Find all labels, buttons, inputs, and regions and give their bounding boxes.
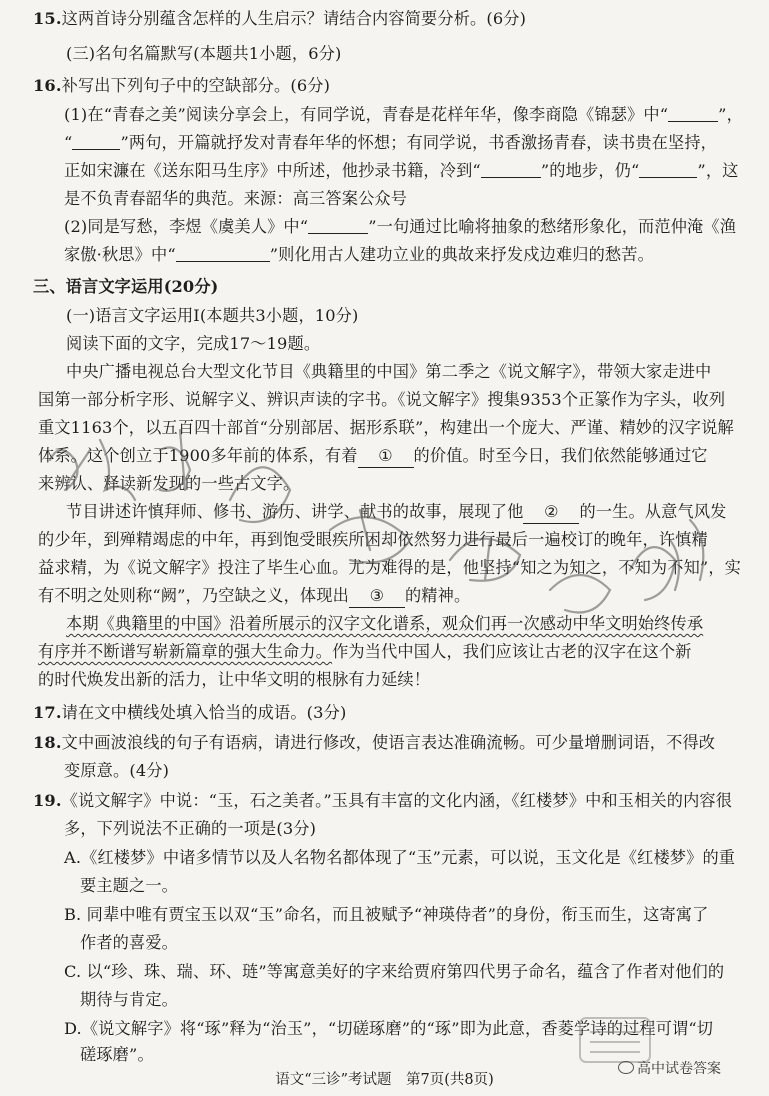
passage-line bbox=[66, 613, 703, 635]
passage-line: 重文1163个，以五百四十部首“分别部居、据形系联”，构建出一个庞大、严谨、精妙的汉字说解 bbox=[38, 418, 734, 437]
answer-blank[interactable] bbox=[308, 217, 368, 234]
question-18-cont: 变原意。(4分) bbox=[64, 761, 170, 780]
question-15: 15.这两首诗分别蕴含怎样的人生启示？请结合内容简要分析。(6分) bbox=[33, 9, 527, 28]
question-18: 18.文中画波浪线的句子有语病，请进行修改，使语言表达准确流畅。可少量增删词语，不得改 bbox=[33, 733, 716, 752]
option-d[interactable]: D.《说文解字》将“琢”释为“治玉”，“切磋琢磨”的“琢”即为此意，香菱学诗的过程可谓“切 bbox=[64, 1019, 714, 1038]
subsection-heading: (一)语言文字运用Ⅰ(本题共3小题，10分) bbox=[66, 306, 359, 325]
blank-1[interactable]: ① bbox=[358, 445, 414, 468]
passage-line: 体系。这个创立于1900多年前的体系，有着 ① 的价值。时至今日，我们依然能够通过它 bbox=[38, 445, 708, 468]
passage-line: 的时代焕发出新的活力，让中华文明的根脉有力延续！ bbox=[38, 670, 431, 689]
passage-line: 有不明之处则称“阙”，乃空缺之义，体现出 ③ 的精神。 bbox=[38, 585, 470, 608]
option-c-cont: 期待与肯定。 bbox=[80, 990, 179, 1009]
section-heading-recitation: (三)名句名篇默写(本题共1小题，6分) bbox=[66, 44, 342, 63]
question-16: 16.补写出下列句子中的空缺部分。(6分) bbox=[33, 76, 331, 95]
page-footer: 语文“三诊”考试题 第7页(共8页) bbox=[275, 1072, 494, 1088]
answer-blank[interactable] bbox=[668, 105, 718, 122]
q16-part2-line2: 家傲·秋思》中“ ”则化用古人建功立业的典故来抒发戍边难归的愁苦。 bbox=[64, 245, 654, 264]
question-19-cont: 多，下列说法不正确的一项是(3分) bbox=[64, 819, 317, 838]
answer-blank[interactable] bbox=[639, 161, 697, 178]
q16-part1-line4: 是不负青春韶华的典范。来源：高三答案公众号 bbox=[64, 189, 408, 208]
reading-instruction: 阅读下面的文字，完成17～19题。 bbox=[66, 334, 321, 353]
wavy-underlined-sentence: 本期《典籍里的中国》沿着所展示的汉字文化谱系，观众们再一次感动中华文明始终传承 bbox=[66, 614, 704, 633]
passage-line: 国第一部分析字形、说解字义、辨识声读的字书。《说文解字》搜集9353个正篆作为字头，收列 bbox=[38, 390, 726, 409]
option-b-cont: 作者的喜爱。 bbox=[80, 933, 179, 952]
option-b[interactable]: B. 同辈中唯有贾宝玉以双“玉”命名，而且被赋予“神瑛侍者”的身份，衔玉而生，这寄寓了 bbox=[64, 905, 709, 924]
option-a[interactable]: A.《红楼梦》中诸多情节以及人名物名都体现了“玉”元素，可以说，玉文化是《红楼梦》的重 bbox=[64, 848, 736, 867]
q16-part1-line1: (1)在“青春之美”阅读分享会上，有同学说，青春是花样年华，像李商隐《锦瑟》中“ ”， bbox=[64, 105, 743, 124]
option-a-cont: 要主题之一。 bbox=[80, 876, 179, 895]
passage-line: 来辨认、释读新发现的一些古文字。 bbox=[38, 474, 300, 493]
answer-blank[interactable] bbox=[72, 133, 120, 150]
passage-line: 中央广播电视总台大型文化节目《典籍里的中国》第二季之《说文解字》，带领大家走进中 bbox=[66, 362, 712, 381]
answer-blank[interactable] bbox=[176, 245, 270, 262]
passage-line: 益求精，为《说文解字》投注了毕生心血。尤为难得的是，他坚持“知之为知之，不知为不知”，实 bbox=[38, 558, 742, 577]
wavy-underlined-sentence: 有序并不断谱写崭新篇章的强大生命力。 bbox=[38, 642, 333, 661]
blank-2[interactable]: ② bbox=[523, 501, 579, 524]
passage-line: 节目讲述许慎拜师、修书、游历、讲学、献书的故事，展现了他 ② 的一生。从意气风发 bbox=[66, 501, 727, 524]
section-heading-language: 三、语言文字运用(20分) bbox=[33, 277, 219, 296]
question-19: 19.《说文解字》中说：“玉，石之美者。”玉具有丰富的文化内涵，《红楼梦》中和玉相关的内容很 bbox=[33, 791, 733, 810]
q16-part1-line2: “ ”两句，开篇就抒发对青春年华的怀想；有同学说，书香激扬青春，读书贵在坚持， bbox=[64, 133, 718, 152]
passage-line: 有序并不断谱写崭新篇章的强大生命力。作为当代中国人，我们应该让古老的汉字在这个新 bbox=[38, 642, 692, 661]
option-d-cont: 磋琢磨”。 bbox=[80, 1045, 154, 1064]
brand-watermark: 高中试卷答案 bbox=[618, 1058, 721, 1078]
option-c[interactable]: C. 以“珍、珠、瑞、环、琏”等寓意美好的字来给贾府第四代男子命名，蕴含了作者对他们的 bbox=[64, 962, 725, 981]
question-17: 17.请在文中横线处填入恰当的成语。(3分) bbox=[33, 703, 347, 722]
q16-part1-line3: 正如宋濂在《送东阳马生序》中所述，他抄录书籍，冷到“ ”的地步，仍“ ”，这 bbox=[64, 161, 739, 180]
answer-blank[interactable] bbox=[481, 161, 541, 178]
blank-3[interactable]: ③ bbox=[349, 585, 405, 608]
q16-part2-line1: (2)同是写愁，李煜《虞美人》中“ ”一句通过比喻将抽象的愁绪形象化，而范仲淹《渔 bbox=[64, 217, 737, 236]
passage-line: 的少年，到殚精竭虑的中年，再到饱受眼疾所困却依然努力进行最后一遍校订的晚年，许慎精 bbox=[38, 530, 708, 549]
